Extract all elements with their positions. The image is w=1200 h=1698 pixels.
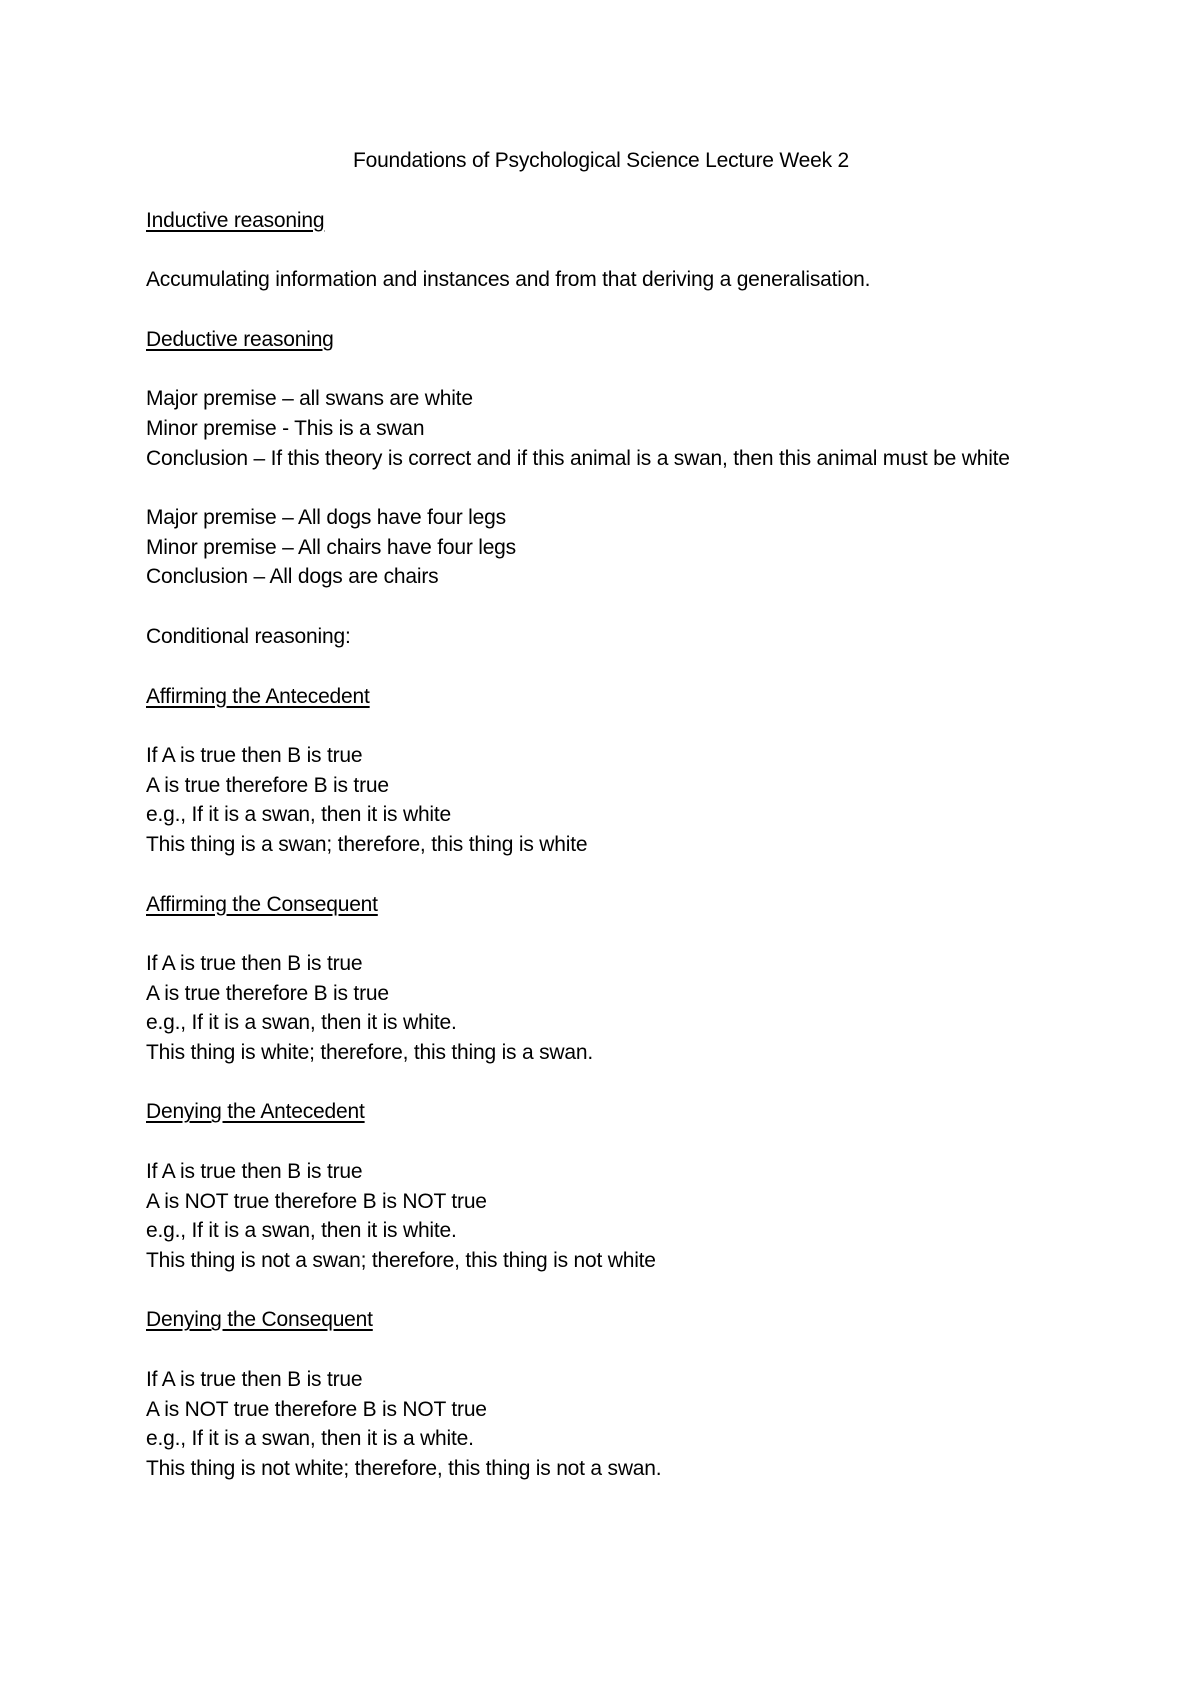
example-line: e.g., If it is a swan, then it is a white. xyxy=(146,1427,474,1451)
example-line: e.g., If it is a swan, then it is white. xyxy=(146,1011,457,1035)
example-conclusion-line: This thing is not white; therefore, this thing is not a swan. xyxy=(146,1456,662,1480)
affirming-antecedent-lines xyxy=(146,741,1056,859)
example-conclusion-line: This thing is white; therefore, this thing is a swan. xyxy=(146,1040,593,1064)
example-line: e.g., If it is a swan, then it is white. xyxy=(146,1219,457,1243)
rule-line: If A is true then B is true xyxy=(146,1368,363,1392)
affirming-consequent-lines xyxy=(146,949,1056,1067)
major-premise-line: Major premise – all swans are white xyxy=(146,387,473,411)
heading-inductive-reasoning: Inductive reasoning xyxy=(146,208,325,232)
minor-premise-line: Minor premise – All chairs have four legs xyxy=(146,535,516,559)
inference-line: A is true therefore B is true xyxy=(146,773,389,797)
major-premise-line: Major premise – All dogs have four legs xyxy=(146,506,506,530)
denying-consequent-lines xyxy=(146,1365,1056,1483)
inference-line: A is NOT true therefore B is NOT true xyxy=(146,1189,487,1213)
deductive-example-dogs xyxy=(146,503,1056,592)
heading-denying-antecedent: Denying the Antecedent xyxy=(146,1100,365,1124)
conditional-reasoning-label: Conditional reasoning: xyxy=(146,624,351,648)
heading-affirming-consequent: Affirming the Consequent xyxy=(146,892,378,916)
rule-line: If A is true then B is true xyxy=(146,744,363,768)
rule-line: If A is true then B is true xyxy=(146,952,363,976)
rule-line: If A is true then B is true xyxy=(146,1160,363,1184)
heading-affirming-antecedent: Affirming the Antecedent xyxy=(146,684,370,708)
document-title: Foundations of Psychological Science Lecture Week 2 xyxy=(352,149,850,172)
example-conclusion-line: This thing is not a swan; therefore, this thing is not white xyxy=(146,1248,656,1272)
example-conclusion-line: This thing is a swan; therefore, this thing is white xyxy=(146,832,588,856)
denying-antecedent-lines xyxy=(146,1157,1056,1275)
inductive-reasoning-text: Accumulating information and instances and from that deriving a generalisation. xyxy=(146,268,871,292)
document-body xyxy=(146,146,1056,1513)
heading-deductive-reasoning: Deductive reasoning xyxy=(146,327,334,351)
inference-line: A is true therefore B is true xyxy=(146,981,389,1005)
minor-premise-line: Minor premise - This is a swan xyxy=(146,416,425,440)
heading-denying-consequent: Denying the Consequent xyxy=(146,1308,373,1332)
deductive-example-swans xyxy=(146,384,1056,473)
inference-line: A is NOT true therefore B is NOT true xyxy=(146,1397,487,1421)
conclusion-line: Conclusion – All dogs are chairs xyxy=(146,565,439,589)
conclusion-line: Conclusion – If this theory is correct and if this animal is a swan, then this animal must be white xyxy=(146,446,1010,470)
example-line: e.g., If it is a swan, then it is white xyxy=(146,803,452,827)
